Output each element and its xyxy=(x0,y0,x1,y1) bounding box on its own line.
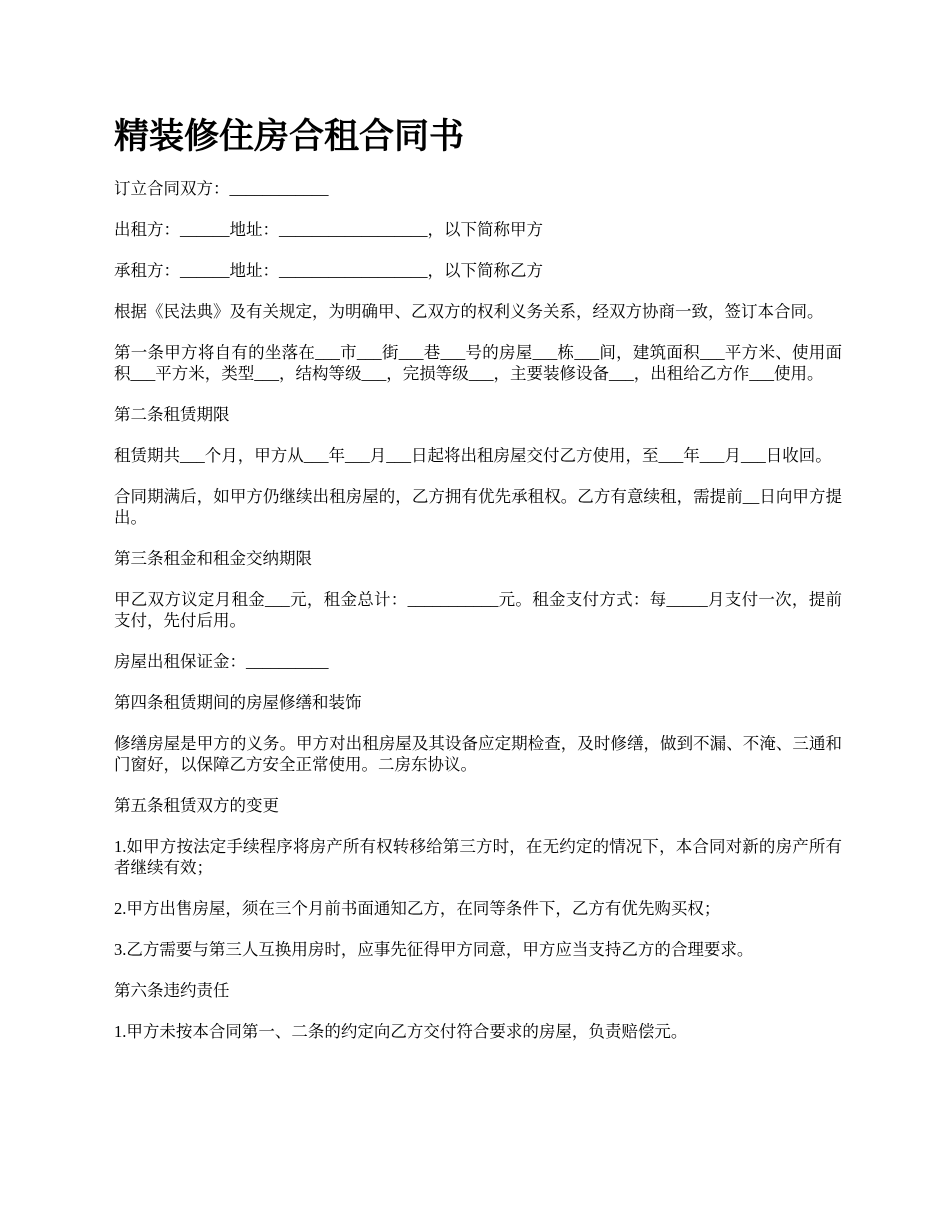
article-6-heading: 第六条违约责任 xyxy=(114,981,230,1000)
repair-paragraph: 修缮房屋是甲方的义务。甲方对出租房屋及其设备应定期检查，及时修缮，做到不漏、不淹、三通和门窗好，以保障乙方安全正常使用。二房东协议。 xyxy=(114,734,842,774)
article-5-heading: 第五条租赁双方的变更 xyxy=(114,796,279,815)
preamble-paragraph: 根据《民法典》及有关规定，为明确甲、乙双方的权利义务关系，经双方协商一致，签订本合同。 xyxy=(114,302,824,321)
document-title: 精装修住房合租合同书 xyxy=(114,117,465,157)
article-1-paragraph: 第一条甲方将自有的坐落在___市___街___巷___号的房屋___栋___间，建筑面积___平方米、使用面积___平方米，类型___，结构等级___，完损等级___，主要装修设备___，出租给乙方作___使用。 xyxy=(114,343,842,383)
lease-term-paragraph: 租赁期共___个月，甲方从___年___月___日起将出租房屋交付乙方使用，至___年___月___日收回。 xyxy=(114,446,832,465)
lessee-line: 承租方：______地址：__________________，以下简称乙方 xyxy=(114,261,543,280)
change-item-2: 2.甲方出售房屋，须在三个月前书面通知乙方，在同等条件下，乙方有优先购买权； xyxy=(114,899,721,918)
change-item-3: 3.乙方需要与第三人互换用房时，应事先征得甲方同意，甲方应当支持乙方的合理要求。 xyxy=(114,940,754,959)
change-item-1: 1.如甲方按法定手续程序将房产所有权转移给第三方时，在无约定的情况下，本合同对新的房产所有者继续有效； xyxy=(114,837,842,877)
liability-item-1: 1.甲方未按本合同第一、二条的约定向乙方交付符合要求的房屋，负责赔偿元。 xyxy=(114,1022,688,1041)
lessor-line: 出租方：______地址：__________________，以下简称甲方 xyxy=(114,220,543,239)
renewal-paragraph: 合同期满后，如甲方仍继续出租房屋的，乙方拥有优先承租权。乙方有意续租，需提前__日向甲方提出。 xyxy=(114,487,842,527)
article-2-heading: 第二条租赁期限 xyxy=(114,405,230,424)
document-page xyxy=(114,112,842,1062)
article-3-heading: 第三条租金和租金交纳期限 xyxy=(114,549,312,568)
article-4-heading: 第四条租赁期间的房屋修缮和装饰 xyxy=(114,693,362,712)
contract-parties-line: 订立合同双方：____________ xyxy=(114,179,329,198)
rent-paragraph: 甲乙双方议定月租金___元，租金总计：___________元。租金支付方式：每_____月支付一次，提前支付，先付后用。 xyxy=(114,590,842,630)
deposit-line: 房屋出租保证金：__________ xyxy=(114,652,329,671)
